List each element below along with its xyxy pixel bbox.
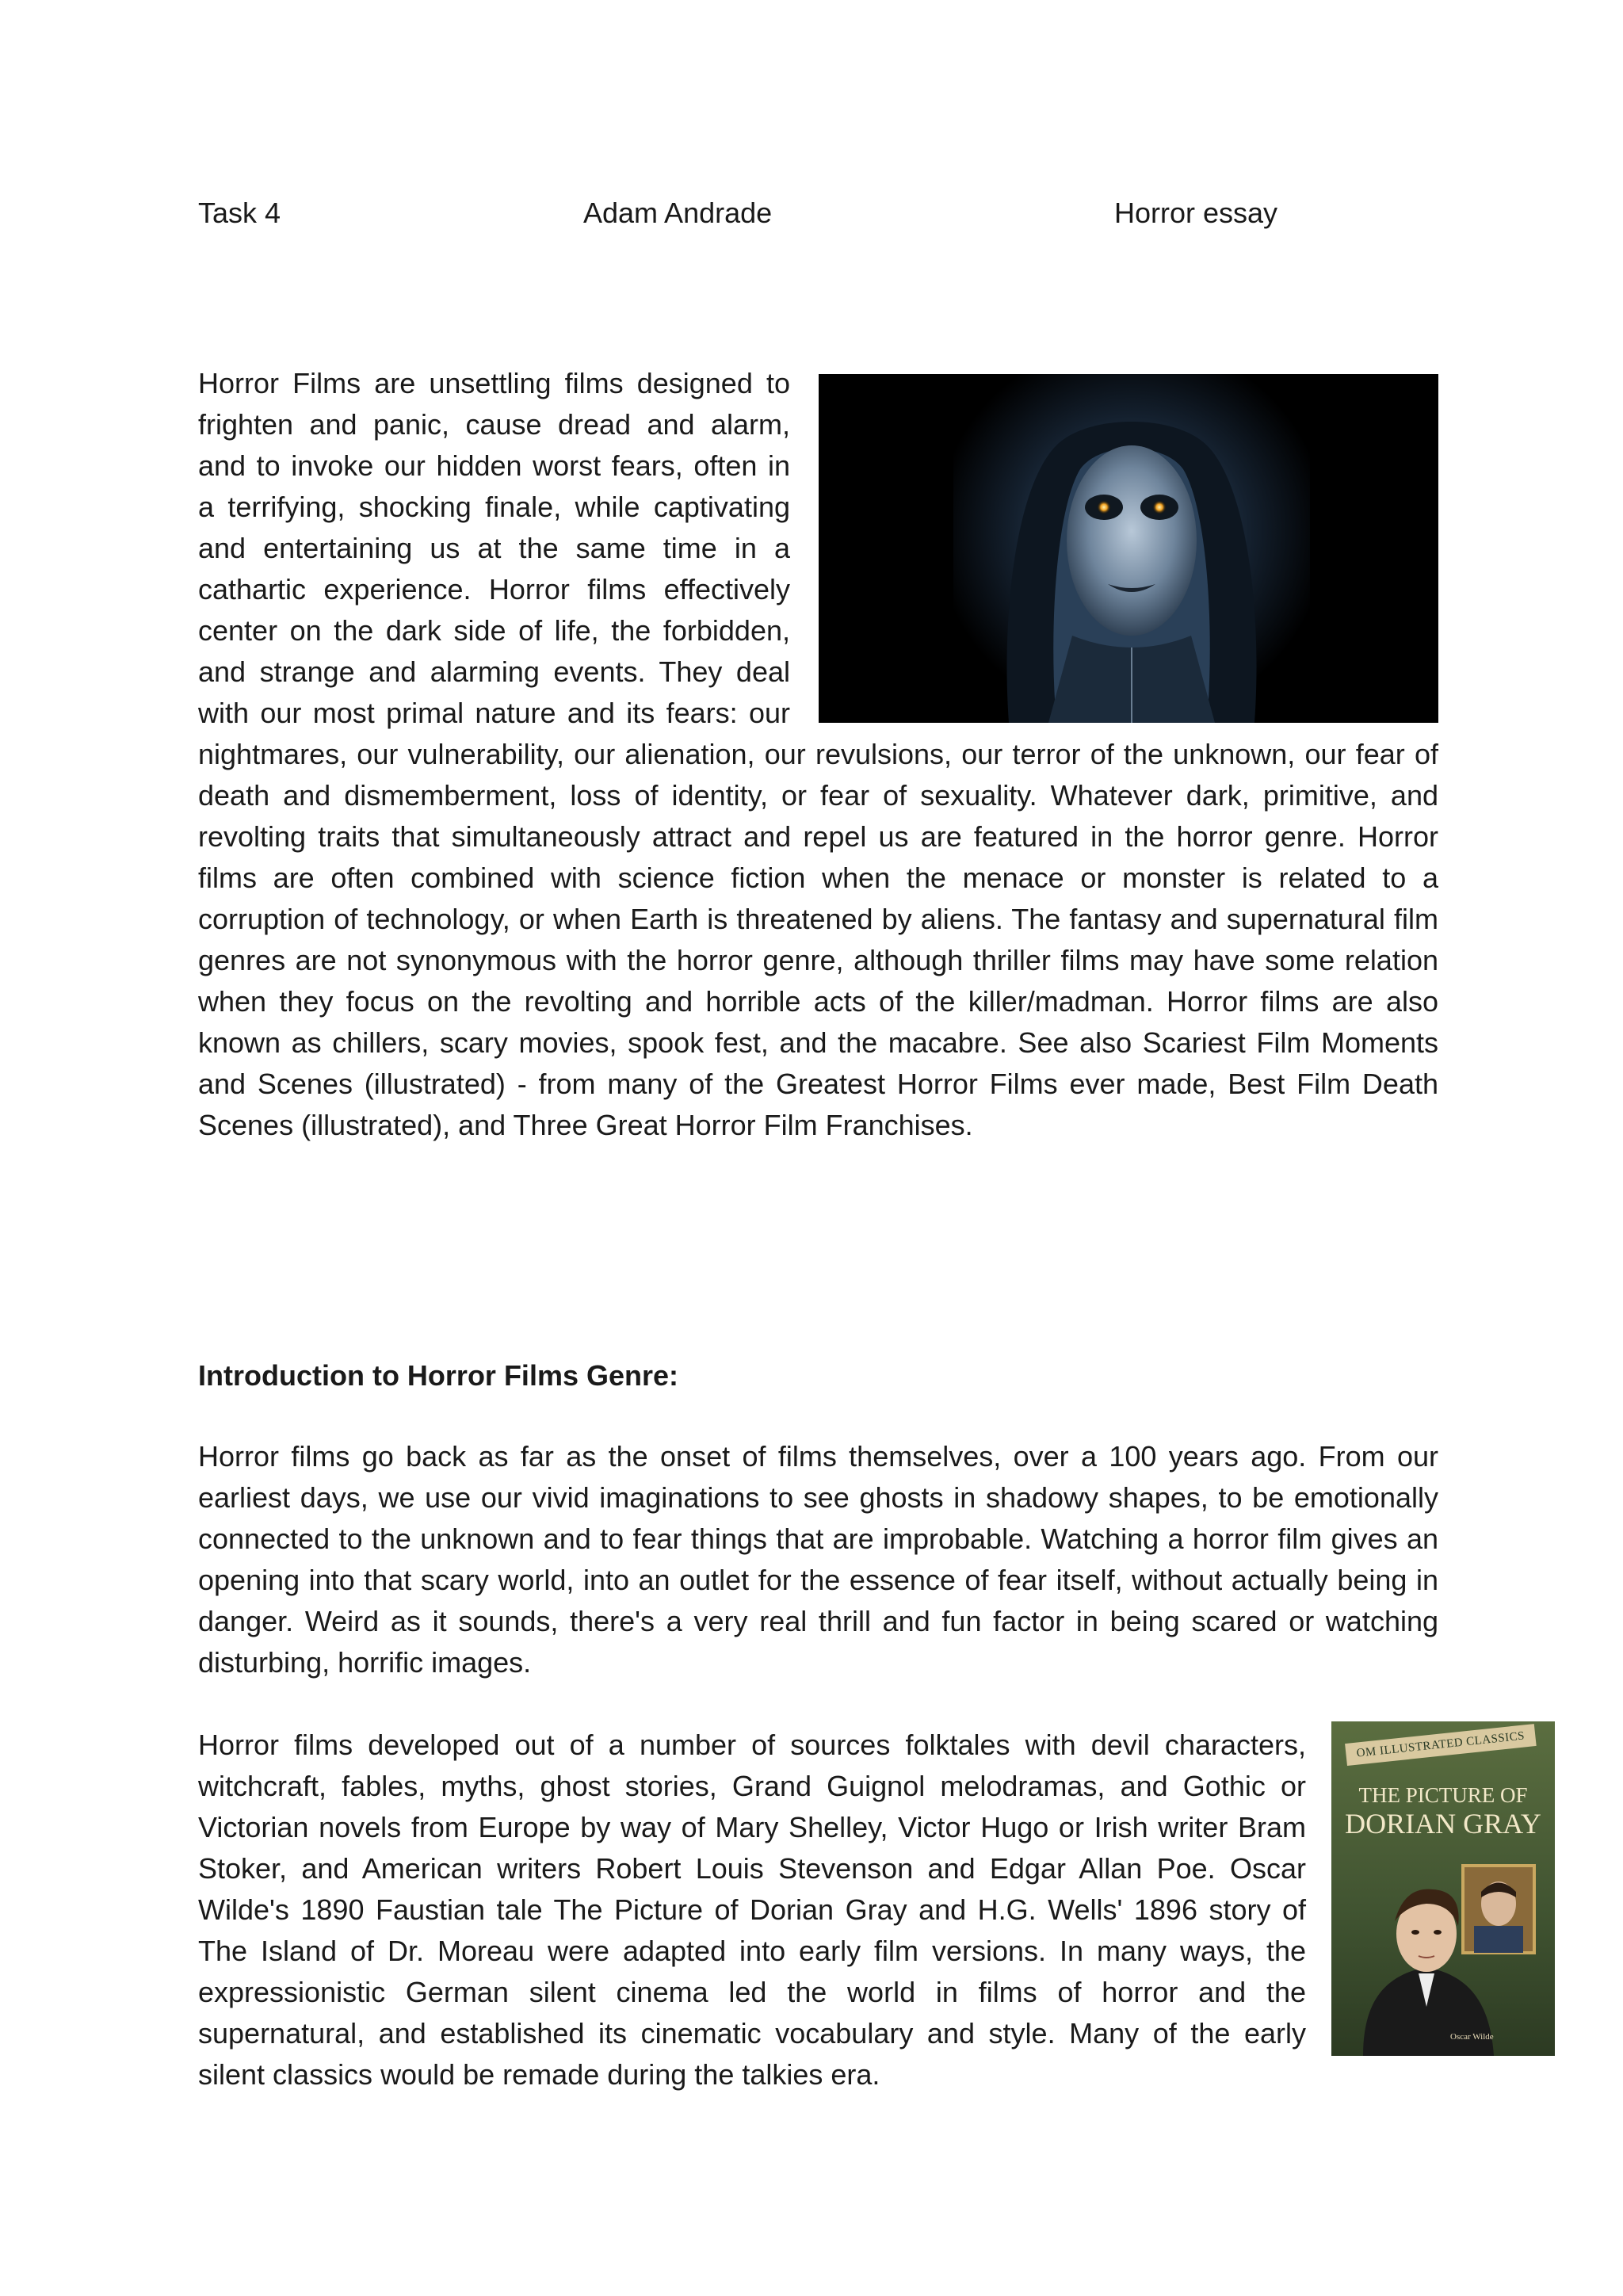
header-author: Adam Andrade <box>583 197 773 229</box>
book-title-line2: DORIAN GRAY <box>1345 1808 1541 1839</box>
dorian-gray-book-cover <box>1331 1721 1555 2056</box>
sources-paragraph: Horror films developed out of a number of sources folktales with devil characters, witchcraft, fables, myths, ghost stories, Grand Guignol melodramas, and Gothic or Victorian novels from Europe by way of Mary Shelley, Victor Hugo or Irish writer Bram Stoker, and American writers Robert Louis Stevenson and Edgar Allan Poe. Oscar Wilde's 1890 Faustian tale The Picture of Dorian Gray and H.G. Wells' 1896 story of The Island of Dr. Moreau were adapted into early film versions. In many ways, the expressionistic German silent cinema led the world in films of horror and the supernatural, and established its cinematic vocabulary and style. Many of the early silent classics would be remade during the talkies era. <box>198 1729 1306 2091</box>
intro-section <box>198 363 1438 1146</box>
origins-paragraph: Horror films go back as far as the onset of films themselves, over a 100 years ago. From our earliest days, we use our vivid imaginations to see ghosts in shadowy shapes, to be emotionally connected to the unknown and to fear things that are improbable. Watching a horror film gives an opening into that scary world, into an outlet for the essence of fear itself, without actually being in danger. Weird as it sounds, there's a very real thrill and fun factor in being scared or watching disturbing, horrific images. <box>198 1440 1438 1679</box>
section-heading: Introduction to Horror Films Genre: <box>198 1359 679 1392</box>
book-title-line1: THE PICTURE OF <box>1358 1783 1528 1807</box>
nun-image <box>819 374 1438 723</box>
intro-paragraph: Horror Films are unsettling films designed to frighten and panic, cause dread and alarm, and to invoke our hidden worst fears, often in a terrifying, shocking finale, while captivating and entertaining us at the same time in a cathartic experience. Horror films effectively center on the dark side of life, the forbidden, and strange and alarming events. They deal with our most primal nature and its fears: our nightmares, our vulnerability, our alienation, our revulsions, our terror of the unknown, our fear of death and dismemberment, loss of identity, or fear of sexuality. Whatever dark, primitive, and revolting traits that simultaneously attract and repel us are featured in the horror genre. Horror films are often combined with science fiction when the menace or monster is related to a corruption of technology, or when Earth is threatened by aliens. The fantasy and supernatural film genres are not synonymous with the horror genre, although thriller films may have some relation when they focus on the revolting and horrible acts of the killer/madman. Horror films are also known as chillers, scary movies, spook fest, and the macabre. See also Scariest Film Moments and Scenes (illustrated) - from many of the Greatest Horror Films ever made, Best Film Death Scenes (illustrated), and Three Great Horror Film Franchises. <box>198 367 1438 1141</box>
header-task: Task 4 <box>198 197 281 229</box>
document-header <box>198 197 1434 236</box>
header-title: Horror essay <box>1114 197 1278 229</box>
book-author: Oscar Wilde <box>1450 2032 1494 2042</box>
book-series-banner: OM ILLUSTRATED CLASSICS <box>1345 1724 1537 1766</box>
